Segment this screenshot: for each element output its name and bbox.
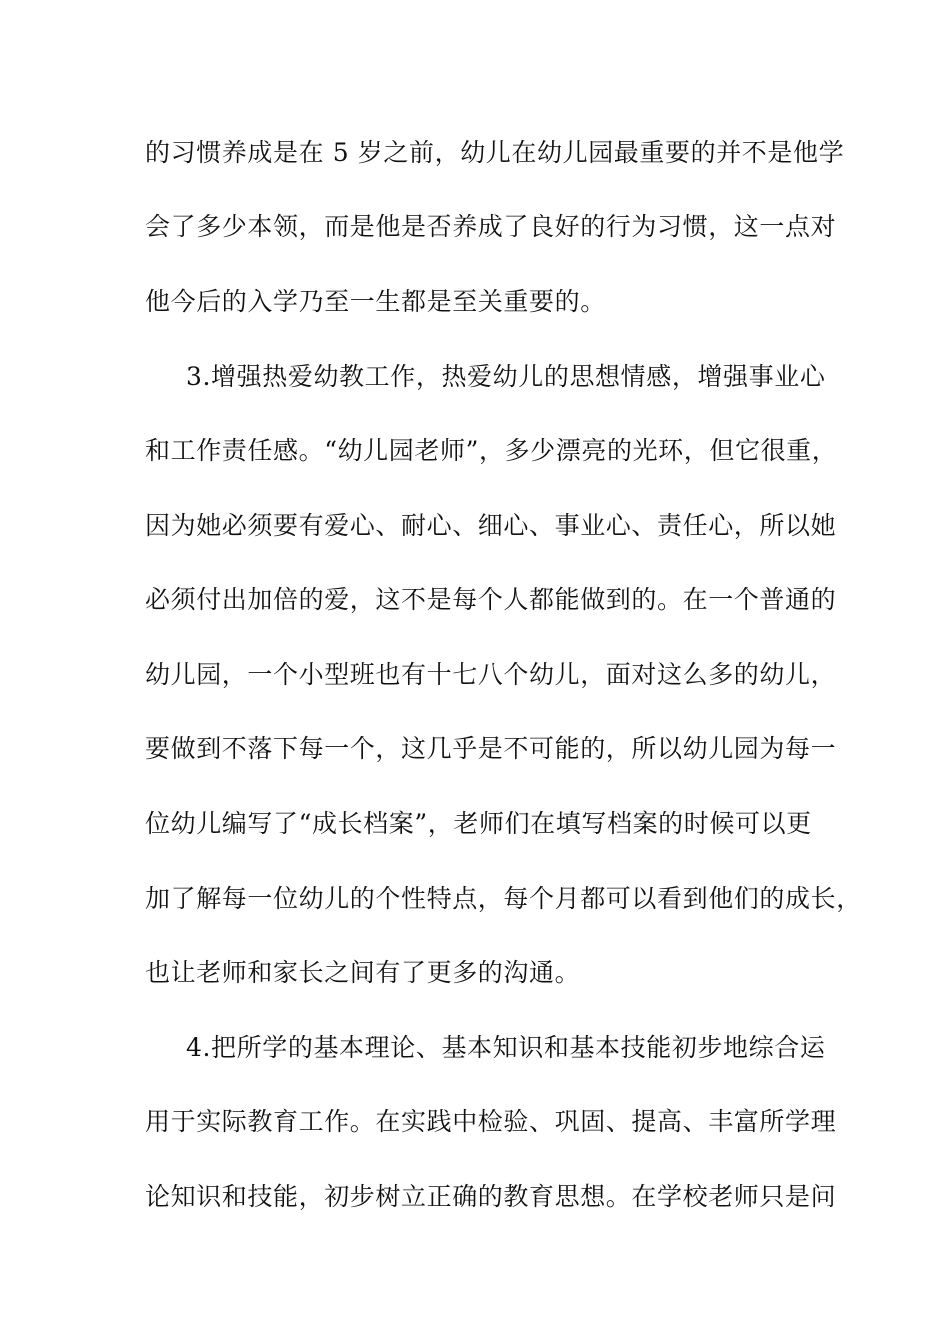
text-line-11: 加了解每一位幼儿的个性特点，每个月都可以看到他们的成长， [145,884,862,913]
text-line-3: 他今后的入学乃至一生都是至关重要的。 [145,287,606,316]
text-line-8: 幼儿园，一个小型班也有十七八个幼儿，面对这么多的幼儿， [145,660,837,689]
text-line-7: 必须付出加倍的爱，这不是每个人都能做到的。在一个普通的 [145,585,837,614]
text-line-10: 位幼儿编写了“成长档案”，老师们在填写档案的时候可以更 [145,809,812,838]
paragraph-4-start: 4.把所学的基本理论、基本知识和基本技能初步地综合运 [186,1033,826,1062]
text-line-12: 也让老师和家长之间有了更多的沟通。 [145,958,581,987]
text-line-2: 会了多少本领，而是他是否养成了良好的行为习惯，这一点对 [145,212,837,241]
text-line-6: 因为她必须要有爱心、耐心、细心、事业心、责任心，所以她 [145,511,837,540]
text-line-15: 论知识和技能，初步树立正确的教育思想。在学校老师只是问 [145,1182,837,1211]
text-line-1: 的习惯养成是在 5 岁之前，幼儿在幼儿园最重要的并不是他学 [145,138,845,167]
paragraph-3-start: 3.增强热爱幼教工作，热爱幼儿的思想情感，增强事业心 [186,362,826,391]
text-line-14: 用于实际教育工作。在实践中检验、巩固、提高、丰富所学理 [145,1107,837,1136]
text-line-9: 要做到不落下每一个，这几乎是不可能的，所以幼儿园为每一 [145,734,837,763]
text-line-5: 和工作责任感。“幼儿园老师”，多少漂亮的光环，但它很重， [145,436,838,465]
